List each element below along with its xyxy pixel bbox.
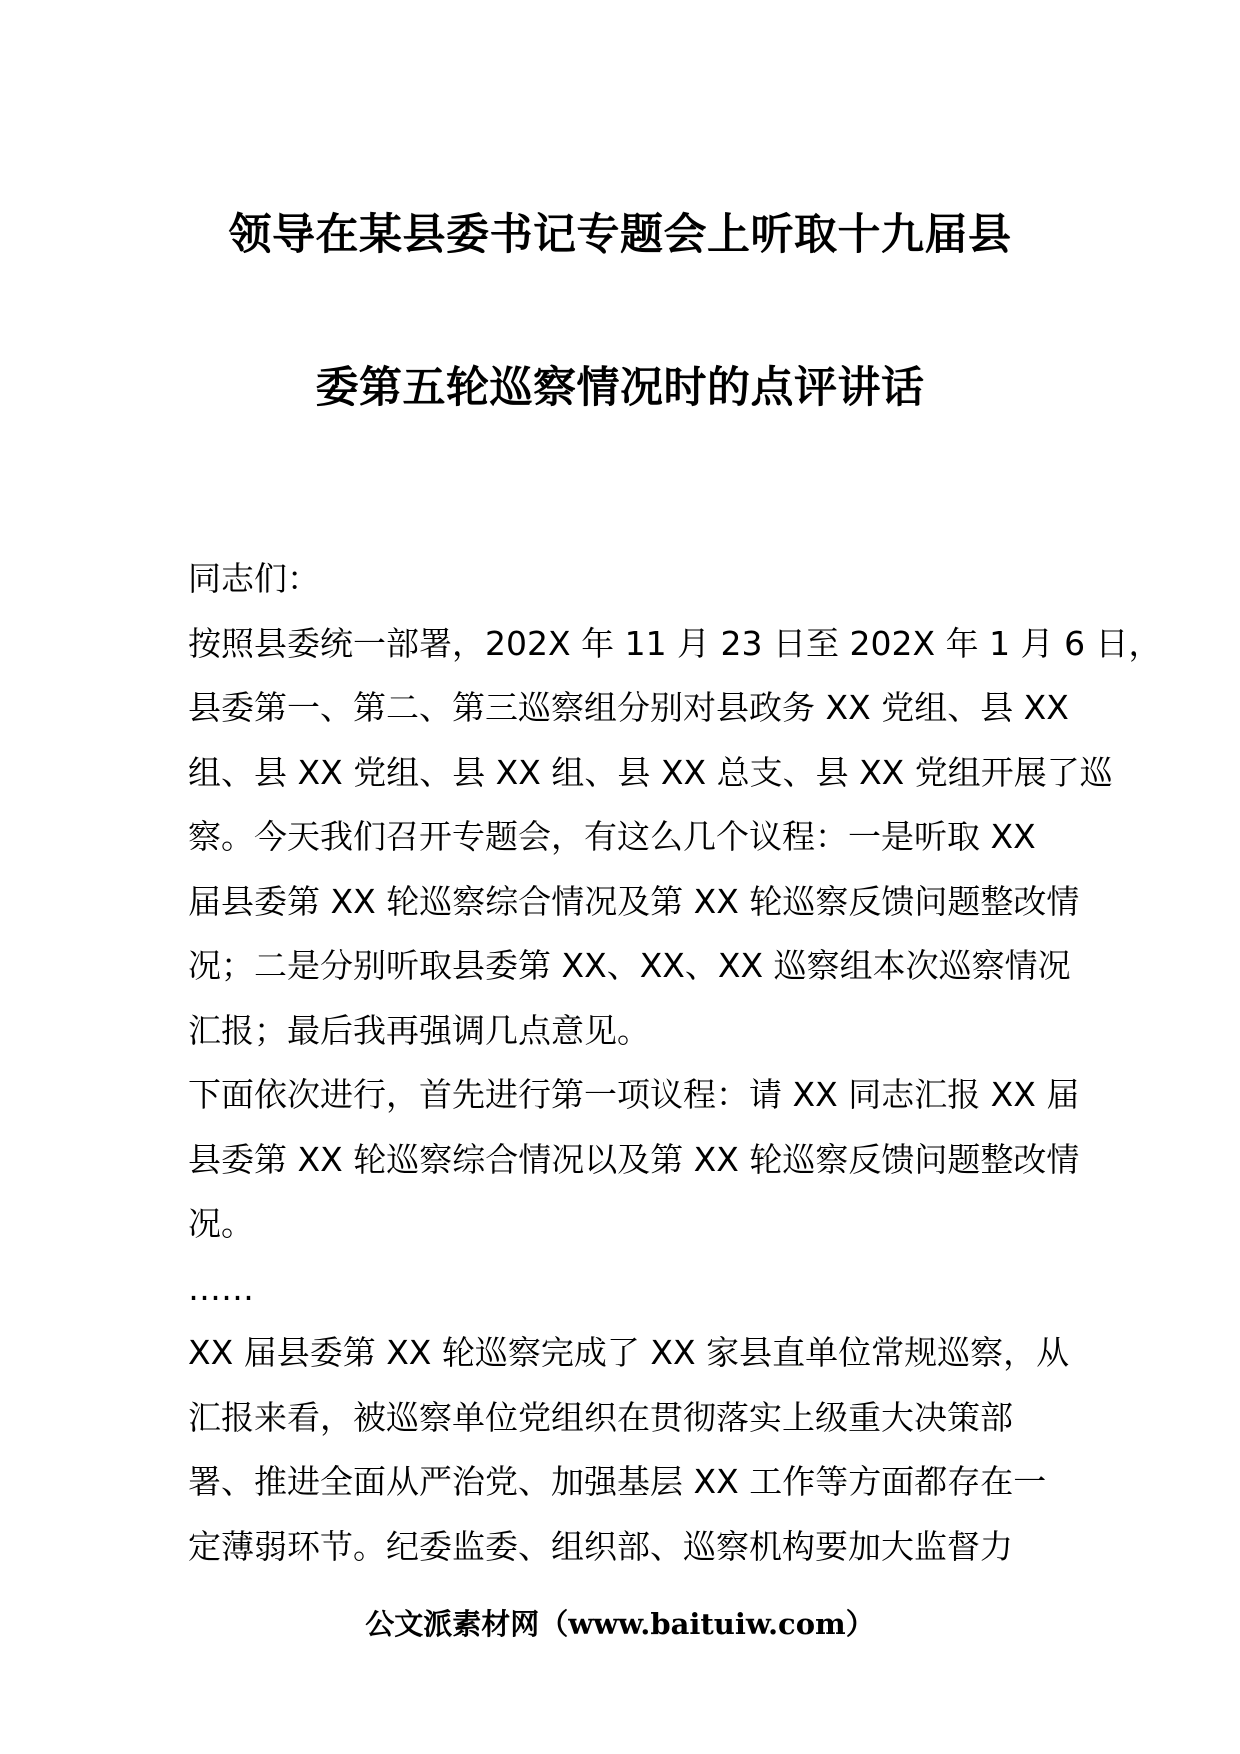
body-line: 按照县委统一部署，202X 年 11 月 23 日至 202X 年 1 月 6 日，: [188, 623, 1162, 663]
body-line: 组、县 XX 党组、县 XX 组、县 XX 总支、县 XX 党组开展了巡: [188, 752, 1113, 792]
body-line: XX 届县委第 XX 轮巡察完成了 XX 家县直单位常规巡察，从: [188, 1333, 1070, 1372]
document-title-line-2: 委第五轮巡察情况时的点评讲话: [315, 363, 925, 413]
body-line: 况；二是分别听取县委第 XX、XX、XX 巡察组本次巡察情况: [188, 946, 1071, 985]
body-line: ……: [188, 1268, 254, 1308]
document-body: [188, 547, 1162, 1579]
body-line: 汇报来看，被巡察单位党组织在贯彻落实上级重大决策部: [188, 1397, 1013, 1437]
body-line: 下面依次进行，首先进行第一项议程：请 XX 同志汇报 XX 届: [188, 1075, 1080, 1114]
body-line: 县委第一、第二、第三巡察组分别对县政务 XX 党组、县 XX: [188, 688, 1069, 727]
body-line: 同志们：: [188, 559, 320, 598]
page-footer: 公文派素材网（www.baituiw.com）: [365, 1607, 875, 1641]
body-line: 况。: [188, 1204, 254, 1243]
body-line: 届县委第 XX 轮巡察综合情况及第 XX 轮巡察反馈问题整改情: [188, 881, 1080, 921]
document-title-line-1: 领导在某县委书记专题会上听取十九届县: [228, 210, 1012, 260]
body-line: 署、推进全面从严治党、加强基层 XX 工作等方面都存在一: [188, 1462, 1047, 1501]
body-line: 县委第 XX 轮巡察综合情况以及第 XX 轮巡察反馈问题整改情: [188, 1139, 1080, 1179]
body-line: 定薄弱环节。纪委监委、组织部、巡察机构要加大监督力: [188, 1526, 1013, 1566]
body-line: 察。今天我们召开专题会，有这么几个议程：一是听取 XX: [188, 817, 1036, 856]
body-line: 汇报；最后我再强调几点意见。: [188, 1010, 650, 1050]
